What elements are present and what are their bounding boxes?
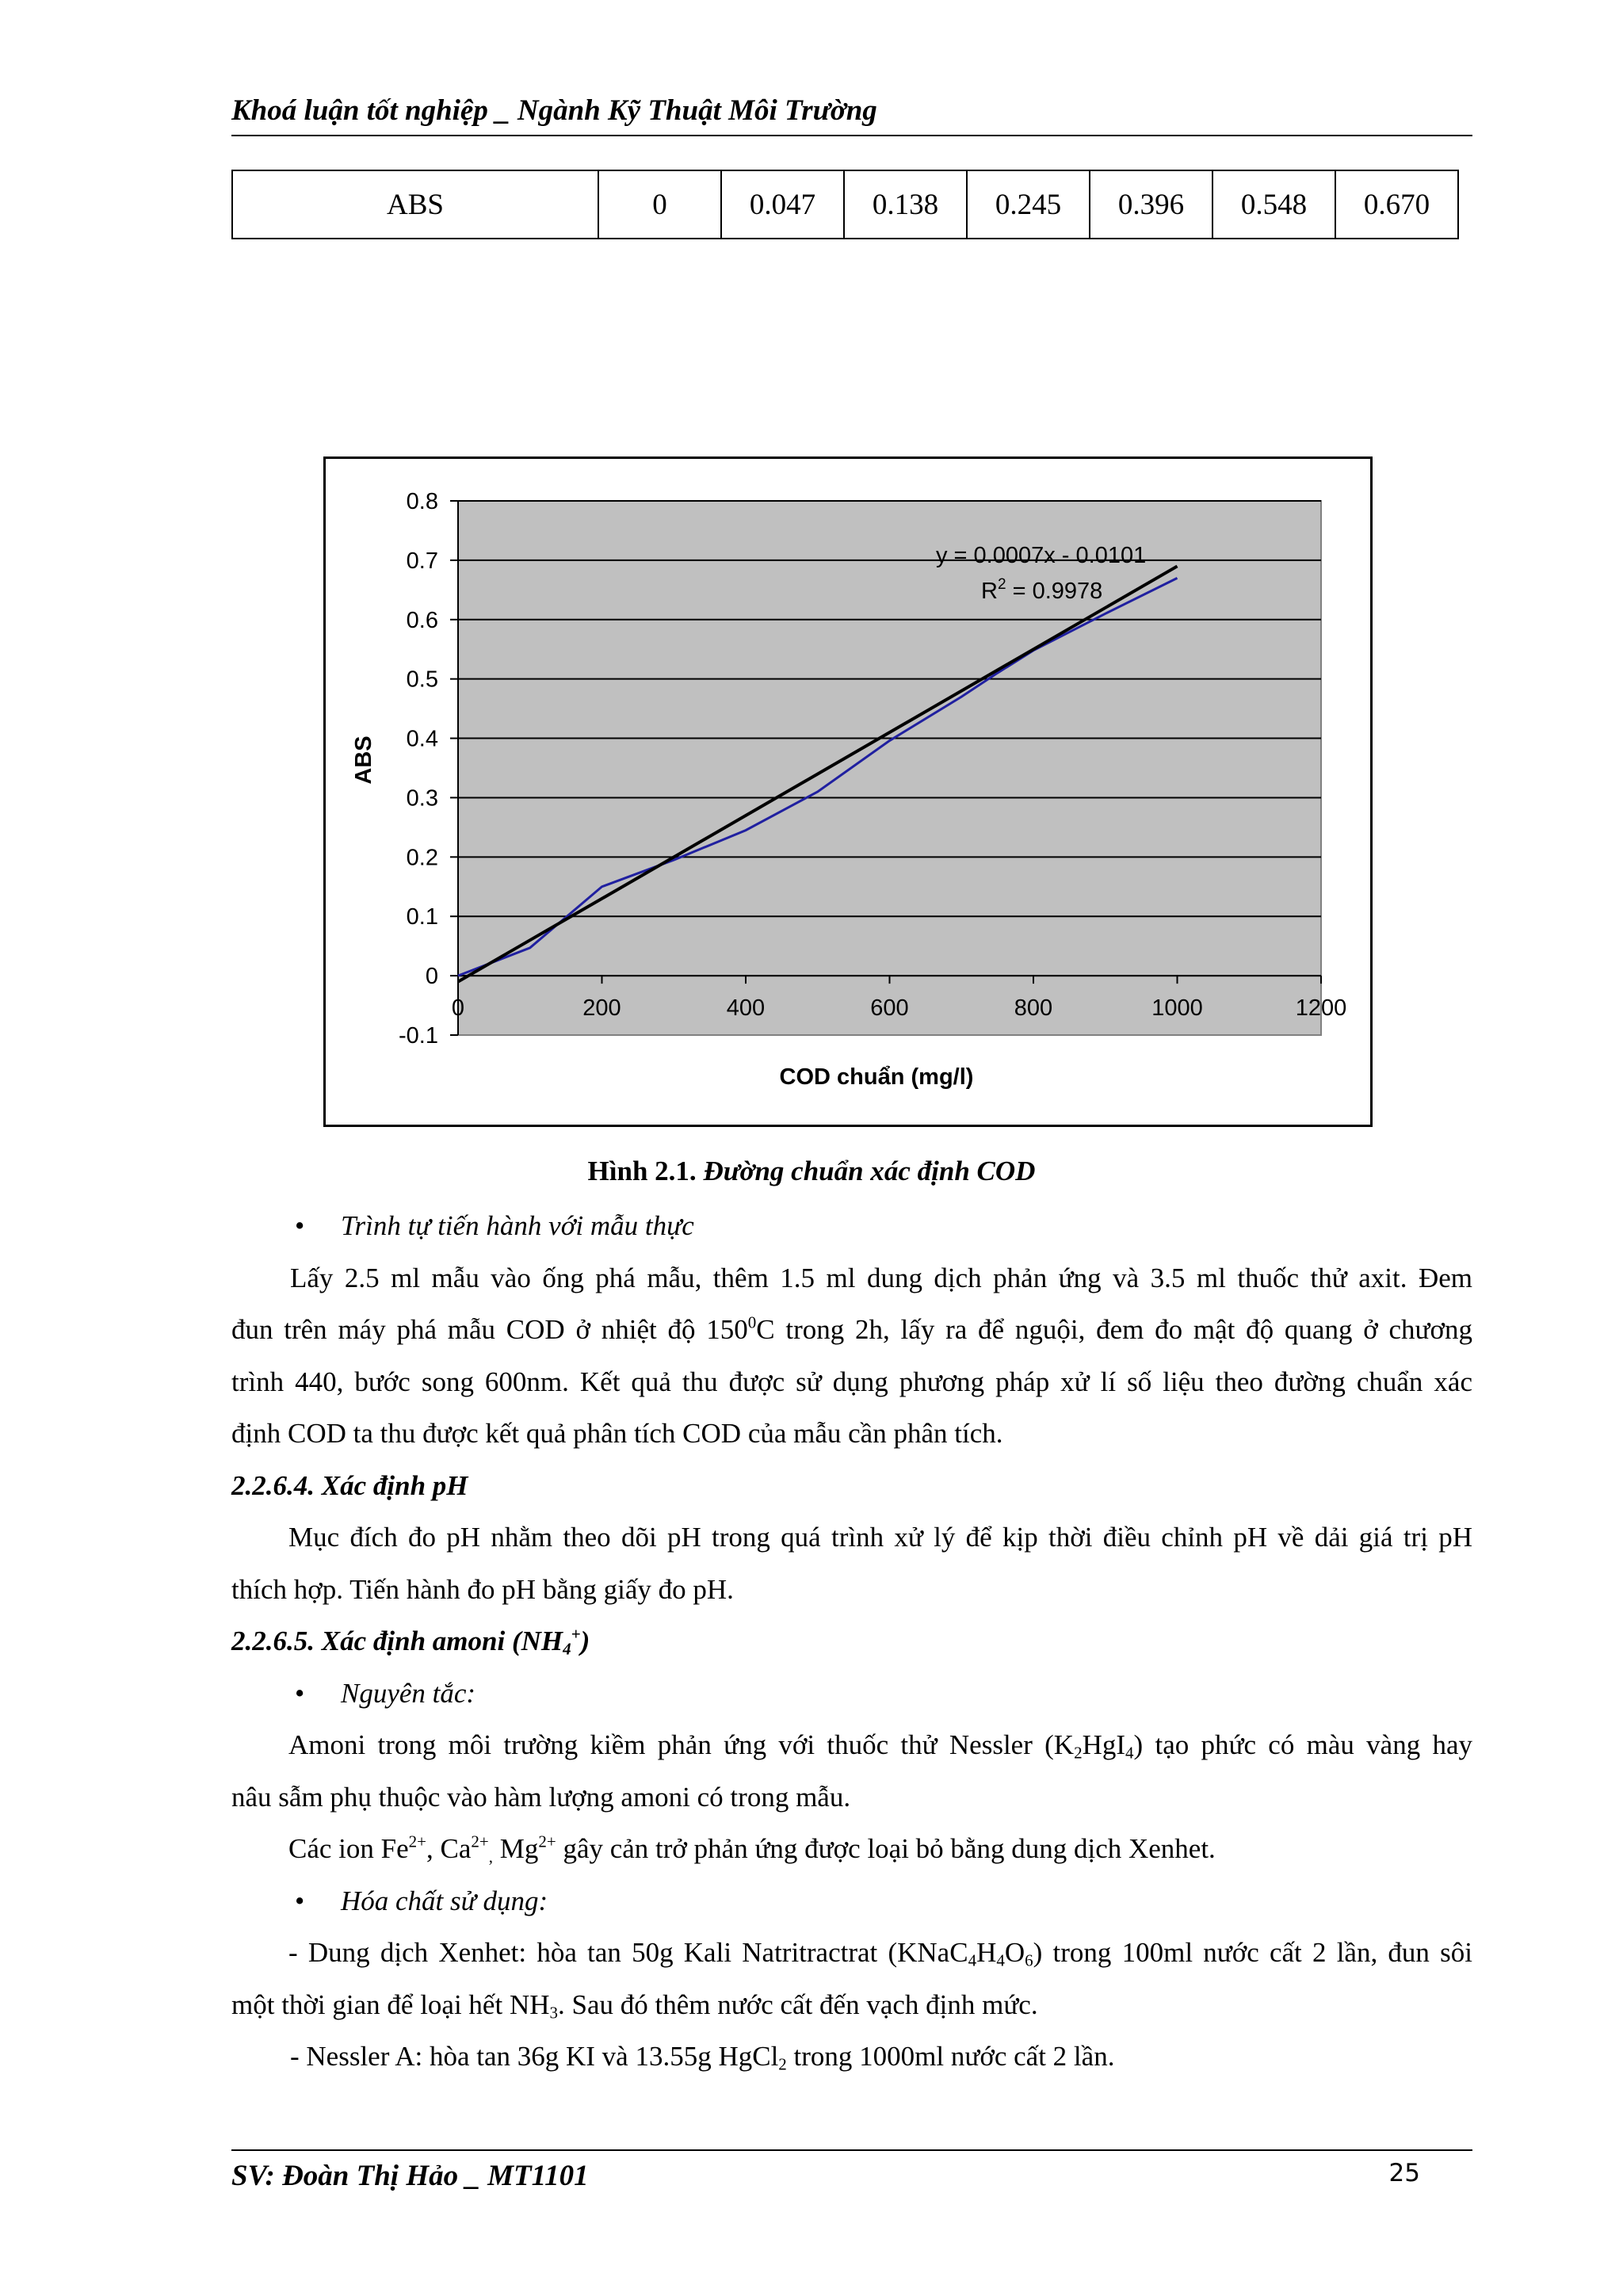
paragraph-line: - Dung dịch Xenhet: hòa tan 50g Kali Natritractrat $(KNaC_4H_4O_6)$ trong 100ml nước cất 2 lần, đun sôi <box>288 1937 1472 1970</box>
y-tick-label: 0.6 <box>406 607 438 633</box>
footer-rule <box>231 2149 1472 2151</box>
table-cell: 0.245 <box>967 170 1090 239</box>
paragraph-line: thích hợp. Tiến hành đo pH bằng giấy đo pH. <box>231 1573 734 1605</box>
table-cell: 0.548 <box>1212 170 1335 239</box>
plot-area <box>458 501 1321 1035</box>
paragraph-line: Amoni trong môi trường kiềm phản ứng với thuốc thử Nessler $(K_2HgI_4)$ tạo phức có màu vàng hay <box>288 1729 1473 1763</box>
footer <box>231 2159 1472 2193</box>
bullet-item: • Nguyên tắc: <box>231 1668 1472 1720</box>
x-tick-label: 200 <box>582 995 621 1022</box>
paragraph-line: Các ion $Fe^{2+}$, $Ca^{2+}_,$ $Mg^{2+}$ gây cản trở phản ứng được loại bỏ bằng dung dịch Xenhet. <box>288 1832 1216 1866</box>
paragraph-line: Mục đích đo pH nhằm theo dõi pH trong quá trình xử lý để kịp thời điều chỉnh pH về dải giá trị pH <box>288 1522 1472 1553</box>
paragraph-line: Lấy 2.5 ml mẫu vào ống phá mẫu, thêm 1.5 ml dung dịch phản ứng và 3.5 ml thuốc thử axit. Đem <box>290 1262 1472 1293</box>
y-tick-label: 0.1 <box>406 904 438 930</box>
paragraph-line: trình 440, bước song 600nm. Kết quả thu được sử dụng phương pháp xử lí số liệu theo đường chuẩn xác <box>231 1366 1472 1397</box>
table-cell: 0.670 <box>1335 170 1458 239</box>
paragraph-line: nâu sẫm phụ thuộc vào hàm lượng amoni có trong mẫu. <box>231 1781 851 1813</box>
paragraph-line: định COD ta thu được kết quả phân tích COD của mẫu cần phân tích. <box>231 1418 1003 1449</box>
table-cell: 0.047 <box>721 170 844 239</box>
y-tick-label: 0.4 <box>406 726 438 752</box>
table-row <box>232 170 1458 239</box>
x-tick-label: 600 <box>870 995 909 1022</box>
y-tick-label: 0.8 <box>406 489 438 514</box>
table-row-label: ABS <box>232 170 598 239</box>
student-name: SV: Đoàn Thị Hảo _ MT1101 <box>231 2160 589 2192</box>
trendline-equation: y = 0.0007x - 0.0101 <box>936 543 1147 568</box>
y-tick-label: -0.1 <box>399 1023 438 1049</box>
y-tick-label: 0.5 <box>406 667 438 693</box>
paragraph-line: đun trên máy phá mẫu COD ở nhiệt độ $150^0C$ trong 2h, lấy ra để nguội, đem đo mật độ quang ở chương <box>231 1312 1473 1345</box>
x-axis-label: COD chuẩn (mg/l) <box>779 1064 974 1090</box>
figure-caption: Hình 2.1. Đường chuẩn xác định COD <box>587 1156 1036 1186</box>
x-tick-label: 1000 <box>1151 995 1203 1022</box>
x-tick-label: 800 <box>1014 995 1053 1022</box>
r-squared-label: $R^2 = 0.9978$ <box>981 576 1103 604</box>
abs-table <box>231 170 1459 239</box>
bullet-item: • Hóa chất sử dụng: <box>231 1875 1472 1927</box>
paragraph-line: - Nessler A: hòa tan 36g KI và 13.55g HgCl$_2$ trong 1000ml nước cất 2 lần. <box>290 2041 1115 2074</box>
paragraph-line: một thời gian để loại hết $NH_3$. Sau đó thêm nước cất đến vạch định mức. <box>231 1988 1038 2022</box>
section-heading: 2.2.6.4. Xác định pH <box>231 1469 468 1501</box>
y-axis-label: ABS <box>351 735 376 785</box>
header-rule <box>231 135 1472 136</box>
y-tick-label: 0 <box>425 964 438 990</box>
section-heading: 2.2.6.5. Xác định amoni $(NH_4^+)$ <box>231 1624 590 1659</box>
x-tick-label: 400 <box>726 995 766 1022</box>
y-tick-label: 0.3 <box>406 785 438 812</box>
table-cell: 0.396 <box>1090 170 1212 239</box>
page-number: 25 <box>1388 2159 1420 2187</box>
running-header: Khoá luận tốt nghiệp _ Ngành Kỹ Thuật Môi Trường <box>231 94 877 127</box>
body-text <box>231 1200 1472 2083</box>
x-tick-label: 1200 <box>1295 995 1347 1022</box>
x-tick-label: 0 <box>451 995 465 1022</box>
y-tick-label: 0.7 <box>406 548 438 574</box>
table-cell: 0.138 <box>844 170 967 239</box>
y-tick-label: 0.2 <box>406 845 438 871</box>
bullet-item: • Trình tự tiến hành với mẫu thực <box>231 1200 1472 1252</box>
table-cell: 0 <box>598 170 721 239</box>
cod-calibration-chart <box>323 457 1373 1127</box>
chart-canvas <box>326 459 1370 1125</box>
